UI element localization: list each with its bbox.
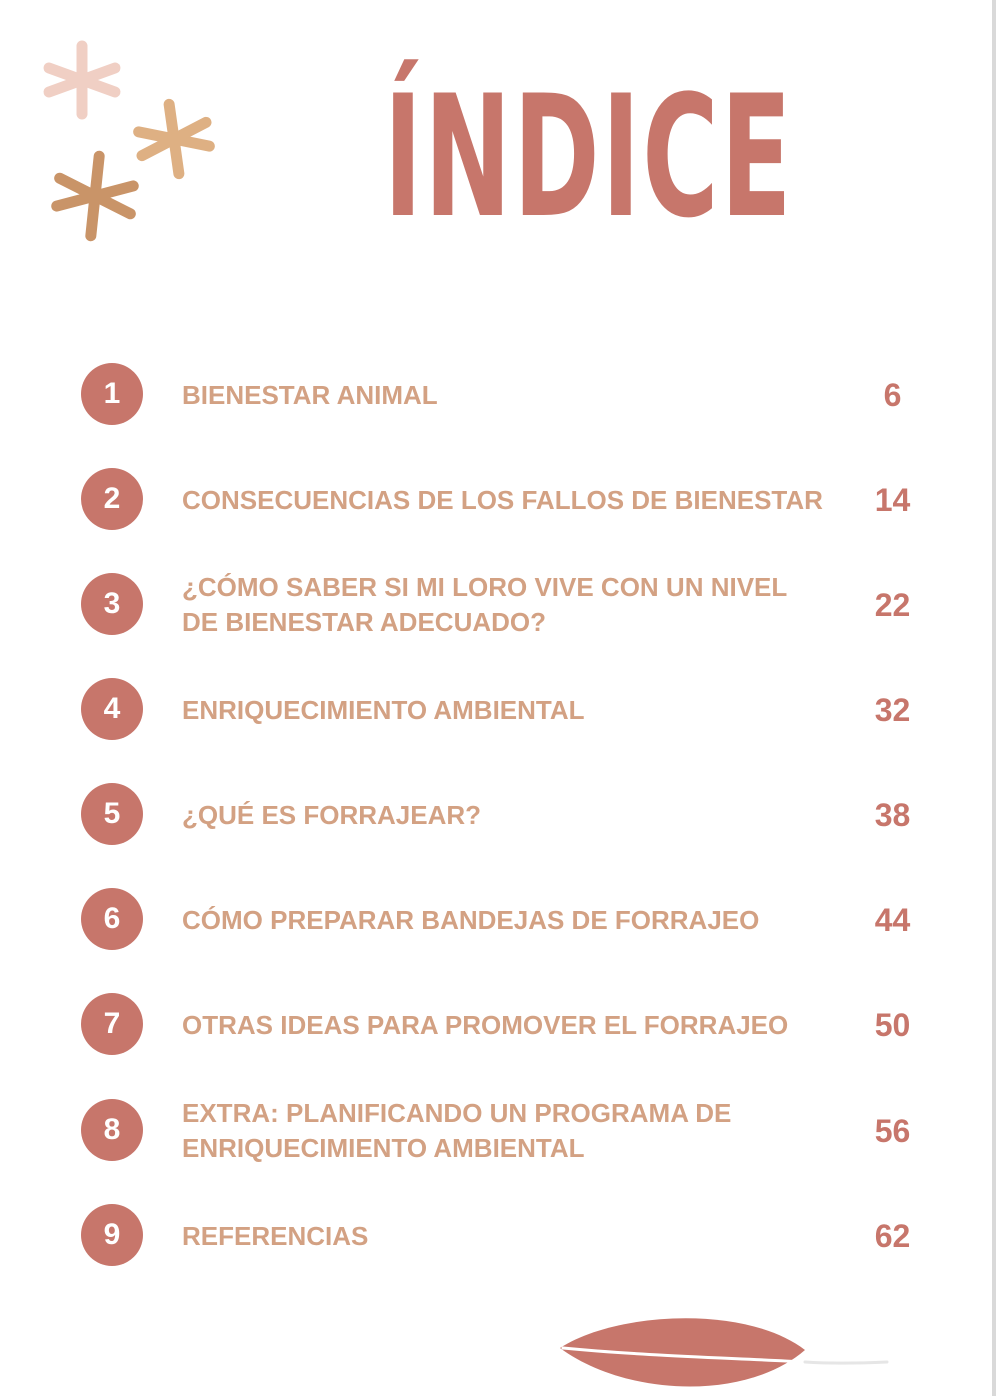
chapter-page-number: 50 xyxy=(874,1007,911,1043)
chapter-number-badge: 1 xyxy=(81,363,143,425)
toc-item-6[interactable] xyxy=(0,885,996,955)
chapter-number-badge: 3 xyxy=(81,573,143,635)
chapter-number-badge: 7 xyxy=(81,993,143,1055)
chapter-number-badge: 4 xyxy=(81,678,143,740)
toc-item-3[interactable] xyxy=(0,570,996,640)
chapter-title: OTRAS IDEAS PARA PROMOVER EL FORRAJEO xyxy=(182,1009,789,1040)
chapter-page-number: 22 xyxy=(874,587,911,623)
page-title: ÍNDICE xyxy=(383,59,794,255)
toc-item-2[interactable] xyxy=(0,465,996,535)
toc-item-4[interactable] xyxy=(0,675,996,745)
toc-item-9[interactable] xyxy=(0,1201,996,1271)
chapter-number-badge: 2 xyxy=(81,468,143,530)
chapter-title: ENRIQUECIMIENTO AMBIENTAL xyxy=(182,694,585,725)
chapter-title: CÓMO PREPARAR BANDEJAS DE FORRAJEO xyxy=(182,904,760,935)
chapter-page-number: 38 xyxy=(874,797,911,833)
toc-item-1[interactable] xyxy=(0,360,996,430)
chapter-page-number: 56 xyxy=(874,1113,911,1149)
chapter-page-number: 6 xyxy=(883,377,902,413)
chapter-number-badge: 9 xyxy=(81,1204,143,1266)
toc-item-5[interactable] xyxy=(0,780,996,850)
chapter-page-number: 14 xyxy=(874,482,911,518)
chapter-title: EXTRA: PLANIFICANDO UN PROGRAMA DE ENRIQUECIMIENTO AMBIENTAL xyxy=(182,1098,732,1163)
chapter-number-badge: 5 xyxy=(81,783,143,845)
chapter-title: BIENESTAR ANIMAL xyxy=(182,379,438,410)
toc-item-7[interactable] xyxy=(0,990,996,1060)
chapter-number-badge: 8 xyxy=(81,1099,143,1161)
chapter-page-number: 32 xyxy=(874,692,911,728)
chapter-title: ¿CÓMO SABER SI MI LORO VIVE CON UN NIVEL DE BIENESTAR ADECUADO? xyxy=(182,572,788,637)
toc-item-8[interactable] xyxy=(0,1096,996,1166)
leaf-icon xyxy=(555,1310,895,1396)
chapter-title: CONSECUENCIAS DE LOS FALLOS DE BIENESTAR xyxy=(182,484,823,515)
chapter-title: REFERENCIAS xyxy=(182,1220,369,1251)
chapter-page-number: 44 xyxy=(874,902,911,938)
chapter-page-number: 62 xyxy=(874,1218,911,1254)
chapter-number-badge: 6 xyxy=(81,888,143,950)
chapter-title: ¿QUÉ ES FORRAJEAR? xyxy=(182,799,482,830)
